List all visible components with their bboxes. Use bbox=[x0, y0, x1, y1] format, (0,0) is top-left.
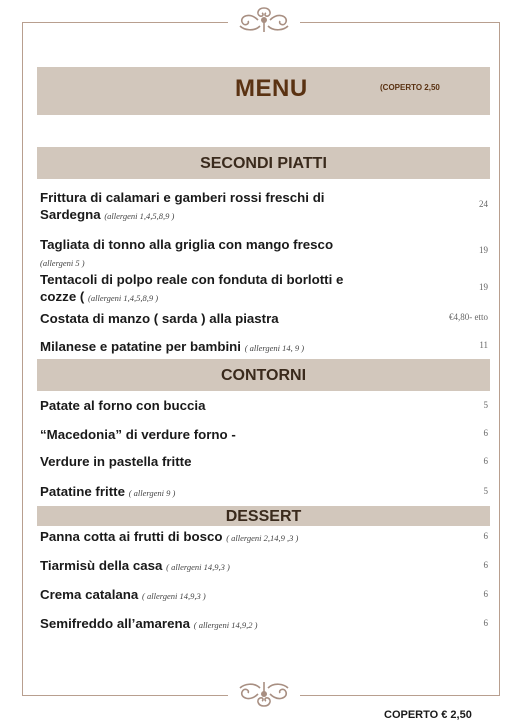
item-name-cont: cozze ( bbox=[40, 289, 85, 304]
item-price: 5 bbox=[483, 400, 488, 410]
list-item bbox=[40, 310, 440, 327]
title-band bbox=[37, 67, 490, 115]
item-name: Crema catalana bbox=[40, 587, 139, 602]
list-item bbox=[40, 483, 440, 502]
item-name: Milanese e patatine per bambini bbox=[40, 339, 241, 354]
item-allergens: ( allergeni 14, 9 ) bbox=[244, 343, 305, 353]
item-name: Tagliata di tonno alla griglia con mango fresco bbox=[40, 237, 334, 252]
item-allergens: ( allergeni 14,9,3 ) bbox=[166, 562, 230, 572]
item-allergens: ( allergeni 2,14,9 ,3 ) bbox=[226, 533, 299, 543]
item-price: 6 bbox=[483, 589, 488, 599]
scroll-ornament-icon bbox=[228, 2, 300, 38]
item-price: 6 bbox=[483, 428, 488, 438]
item-price: 6 bbox=[483, 560, 488, 570]
item-price: 24 bbox=[479, 199, 488, 209]
list-item bbox=[40, 453, 440, 470]
item-allergens: (allergeni 1,4,5,8,9 ) bbox=[104, 211, 175, 221]
section-title: CONTORNI bbox=[220, 367, 307, 384]
section-title: DESSERT bbox=[225, 508, 302, 525]
section-header-dessert bbox=[37, 506, 490, 526]
item-name: Panna cotta ai frutti di bosco bbox=[40, 529, 223, 544]
item-name: Tentacoli di polpo reale con fonduta di borlotti e bbox=[40, 272, 344, 287]
list-item bbox=[40, 615, 440, 634]
item-price: 6 bbox=[483, 618, 488, 628]
section-header-contorni bbox=[37, 359, 490, 391]
section-header-secondi bbox=[37, 147, 490, 179]
list-item bbox=[40, 236, 440, 272]
item-price: €4,80- etto bbox=[449, 312, 488, 322]
item-price: 5 bbox=[483, 486, 488, 496]
item-name: Verdure in pastella fritte bbox=[40, 454, 192, 469]
item-allergens: ( allergeni 9 ) bbox=[128, 488, 176, 498]
item-allergens: (allergeni 1,4,5,8,9 ) bbox=[88, 293, 159, 303]
item-price: 6 bbox=[483, 531, 488, 541]
list-item bbox=[40, 397, 440, 414]
list-item bbox=[40, 528, 440, 547]
list-item bbox=[40, 586, 440, 605]
scroll-ornament-icon bbox=[228, 676, 300, 712]
item-allergens: (allergeni 5 ) bbox=[40, 258, 85, 268]
item-name: “Macedonia” di verdure forno - bbox=[40, 427, 236, 442]
list-item bbox=[40, 557, 440, 576]
item-name: Patate al forno con buccia bbox=[40, 398, 206, 413]
item-name: Semifreddo all’amarena bbox=[40, 616, 191, 631]
coperto-footer: COPERTO € 2,50 bbox=[384, 709, 472, 721]
item-price: 6 bbox=[483, 456, 488, 466]
section-title: SECONDI PIATTI bbox=[200, 155, 327, 172]
item-price: 11 bbox=[479, 340, 488, 350]
item-name: Patatine fritte bbox=[40, 484, 125, 499]
list-item bbox=[40, 271, 440, 307]
item-price: 19 bbox=[479, 245, 488, 255]
item-price: 19 bbox=[479, 282, 488, 292]
coperto-note: (COPERTO 2,50 bbox=[380, 83, 440, 92]
list-item bbox=[40, 338, 440, 357]
item-name: Frittura di calamari e gamberi rossi freschi di bbox=[40, 190, 325, 205]
list-item bbox=[40, 426, 440, 443]
page-title: MENU bbox=[235, 75, 308, 102]
item-name: Costata di manzo ( sarda ) alla piastra bbox=[40, 311, 279, 326]
item-name-cont: Sardegna bbox=[40, 207, 101, 222]
item-name: Tiarmisù della casa bbox=[40, 558, 163, 573]
list-item bbox=[40, 189, 440, 225]
item-allergens: ( allergeni 14,9,3 ) bbox=[142, 591, 206, 601]
item-allergens: ( allergeni 14,9,2 ) bbox=[193, 620, 258, 630]
